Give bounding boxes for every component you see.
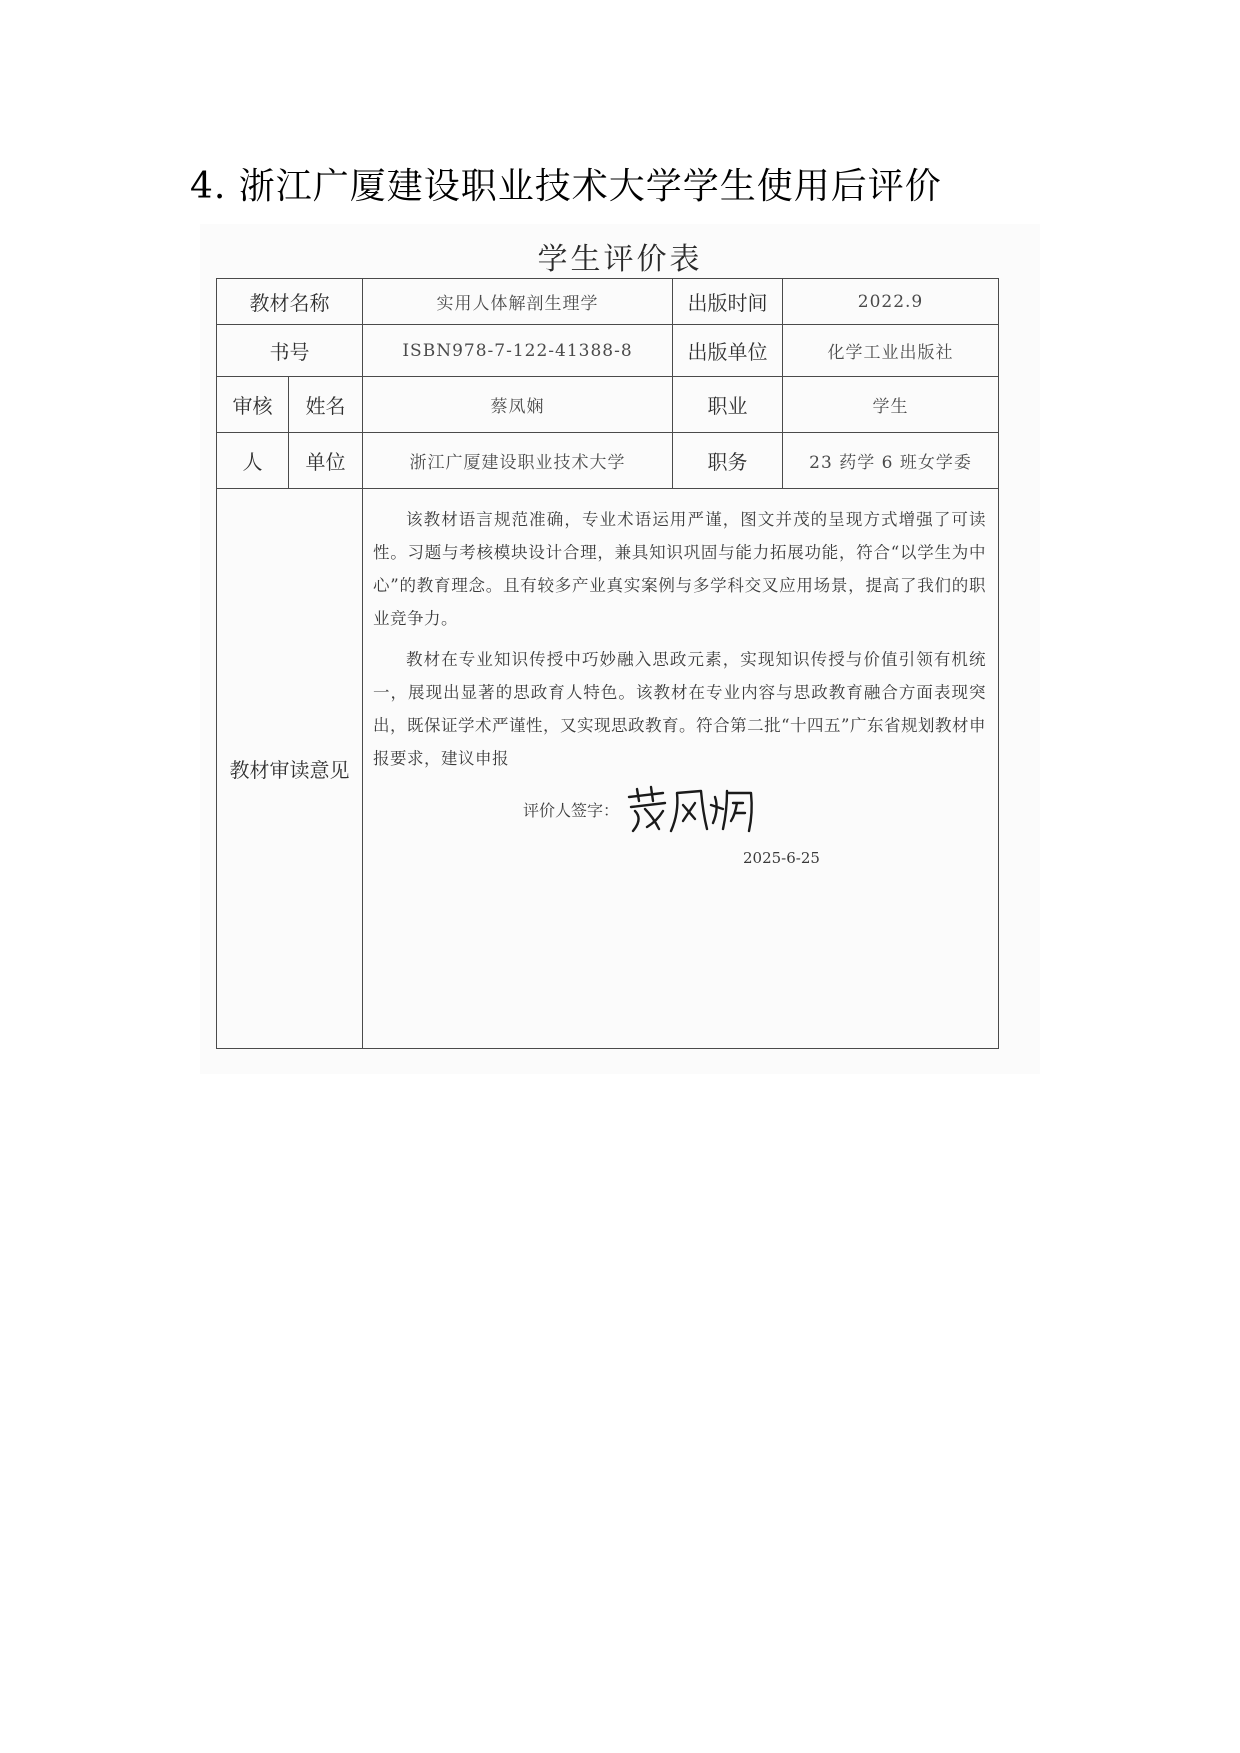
signature-line xyxy=(523,783,986,835)
textbook-name-label: 教材名称 xyxy=(217,279,363,325)
position-value: 23 药学 6 班女学委 xyxy=(783,433,999,489)
table-row xyxy=(217,377,999,433)
publisher-label: 出版单位 xyxy=(673,325,783,377)
occupation-label: 职业 xyxy=(673,377,783,433)
scanned-form xyxy=(200,224,1040,1074)
reviewer-name-value: 蔡凤娴 xyxy=(363,377,673,433)
table-row xyxy=(217,433,999,489)
table-row xyxy=(217,325,999,377)
publish-date-label: 出版时间 xyxy=(673,279,783,325)
reviewer-group-label-top: 审核 xyxy=(217,377,289,433)
opinion-paragraph-1: 该教材语言规范准确，专业术语运用严谨，图文并茂的呈现方式增强了可读性。习题与考核模块设计合理，兼具知识巩固与能力拓展功能，符合“以学生为中心”的教育理念。且有较多产业真实案例与多学科交叉应用场景，提高了我们的职业竞争力。 xyxy=(373,510,986,628)
position-label: 职务 xyxy=(673,433,783,489)
reviewer-name-label: 姓名 xyxy=(289,377,363,433)
reviewer-unit-value: 浙江广厦建设职业技术大学 xyxy=(363,433,673,489)
opinion-cell xyxy=(363,489,999,1049)
form-title: 学生评价表 xyxy=(537,242,703,277)
handwritten-signature xyxy=(623,783,763,835)
publish-date-value: 2022.9 xyxy=(783,279,999,325)
publisher-value: 化学工业出版社 xyxy=(783,325,999,377)
review-date: 2025-6-25 xyxy=(743,849,820,867)
opinion-label: 教材审读意见 xyxy=(217,489,363,1049)
isbn-value: ISBN978-7-122-41388-8 xyxy=(363,325,673,377)
table-row xyxy=(217,489,999,1049)
occupation-value: 学生 xyxy=(783,377,999,433)
textbook-name-value: 实用人体解剖生理学 xyxy=(363,279,673,325)
page-heading: 4. 浙江广厦建设职业技术大学学生使用后评价 xyxy=(190,166,942,207)
evaluation-table xyxy=(216,278,999,1049)
table-row xyxy=(217,279,999,325)
isbn-label: 书号 xyxy=(217,325,363,377)
opinion-paragraph-2: 教材在专业知识传授中巧妙融入思政元素，实现知识传授与价值引领有机统一，展现出显著的思政育人特色。该教材在专业内容与思政教育融合方面表现突出，既保证学术严谨性，又实现思政教育。符合第二批“十四五”广东省规划教材申报要求，建议申报 xyxy=(373,650,986,768)
reviewer-unit-label: 单位 xyxy=(289,433,363,489)
signature-label: 评价人签字： xyxy=(523,800,620,820)
reviewer-group-label-bottom: 人 xyxy=(217,433,289,489)
